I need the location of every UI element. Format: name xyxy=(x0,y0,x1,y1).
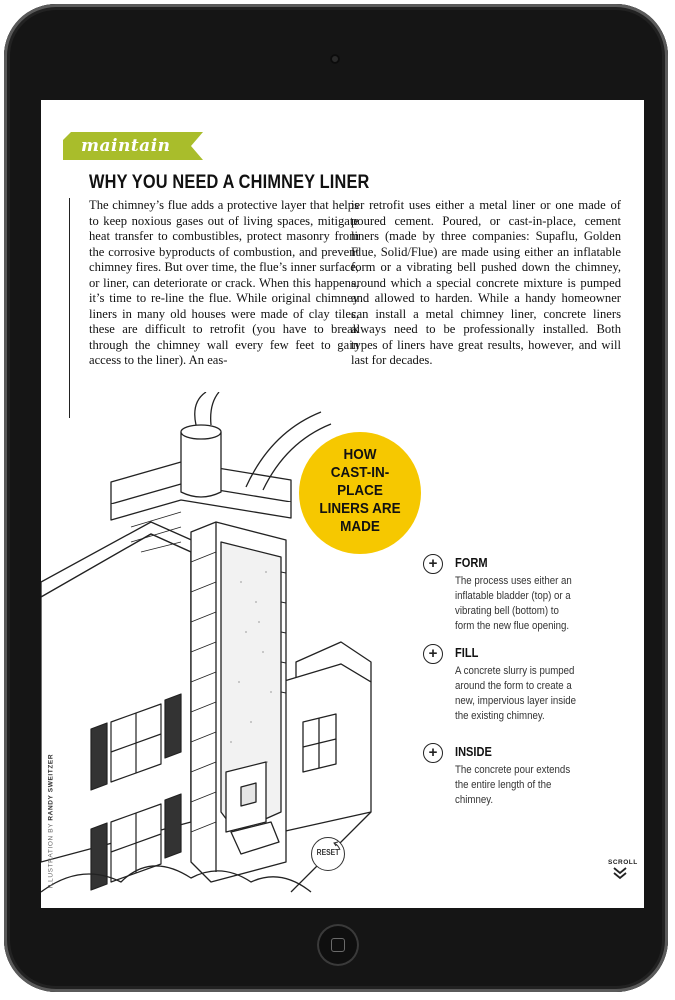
scroll-label: SCROLL xyxy=(608,859,638,866)
badge-text xyxy=(305,446,415,536)
credit-name: RANDY SWEITZER xyxy=(47,753,55,821)
scroll-indicator[interactable] xyxy=(608,859,638,880)
how-liners-made-badge xyxy=(299,432,421,554)
credit-prefix: ILLUSTRATION BY xyxy=(47,823,55,889)
step-title: INSIDE xyxy=(455,744,492,759)
section-tag xyxy=(63,132,203,160)
illustration-credit xyxy=(48,729,55,889)
chevron-down-icon xyxy=(612,866,628,880)
badge-line: MADE xyxy=(340,518,380,535)
badge-line: LINERS ARE xyxy=(319,500,401,517)
section-tag-label: maintain xyxy=(81,136,171,156)
plus-icon[interactable]: + xyxy=(423,743,443,763)
camera-icon xyxy=(330,54,340,64)
column-rule xyxy=(69,198,70,418)
step-body: The process uses either an inflatable bladder (top) or a vibrating bell (bottom) to form the new flue opening. xyxy=(455,575,572,632)
badge-line: PLACE xyxy=(337,482,383,499)
badge-line: CAST-IN- xyxy=(330,464,390,481)
badge-line: HOW xyxy=(343,446,377,463)
home-button[interactable] xyxy=(317,924,359,966)
reset-label: RESET xyxy=(316,848,340,857)
headline: WHY YOU NEED A CHIMNEY LINER xyxy=(89,172,370,193)
body-column-1: The chimney’s flue adds a protective layer that helps to keep noxious gases out of living spaces, mitigate heat transfer to combustibles, protect masonry from the corrosive byproducts of combustion, and prevent chimney fires. But over time, the flue’s inner surface, or liner, can deteriorate or crack. When this happens, it’s time to re-line the flue. While original chimney liners in many old houses were made of clay tiles, these are difficult to retrofit (you have to break through the chimney wall every few feet to gain access to the liner). An eas- xyxy=(89,198,359,367)
step-title: FORM xyxy=(455,555,488,570)
step-title: FILL xyxy=(455,645,479,660)
reset-button[interactable] xyxy=(311,837,345,871)
step-body: A concrete slurry is pumped around the form to create a new, impervious layer inside the existing chimney. xyxy=(455,665,577,722)
plus-icon[interactable]: + xyxy=(423,554,443,574)
home-square-icon xyxy=(331,938,345,952)
step-body: The concrete pour extends the entire length of the chimney. xyxy=(455,764,571,806)
plus-icon[interactable]: + xyxy=(423,644,443,664)
body-column-2: ier retrofit uses either a metal liner or one made of poured cement. Poured, or cast-in-place, cement liners (made by three companies: Supaflu, Golden Flue, Solid/Flue) are made using either an inflatable form or a vibrating bell pushed down the chimney, around which a special concrete mixture is pumped and allowed to harden. While a handy homeowner can install a metal chimney liner, concrete liners always need to be professionally installed. Both types of liners have great results, however, and will last for decades. xyxy=(351,198,621,367)
magazine-page xyxy=(41,100,644,908)
tablet-frame xyxy=(4,4,668,992)
